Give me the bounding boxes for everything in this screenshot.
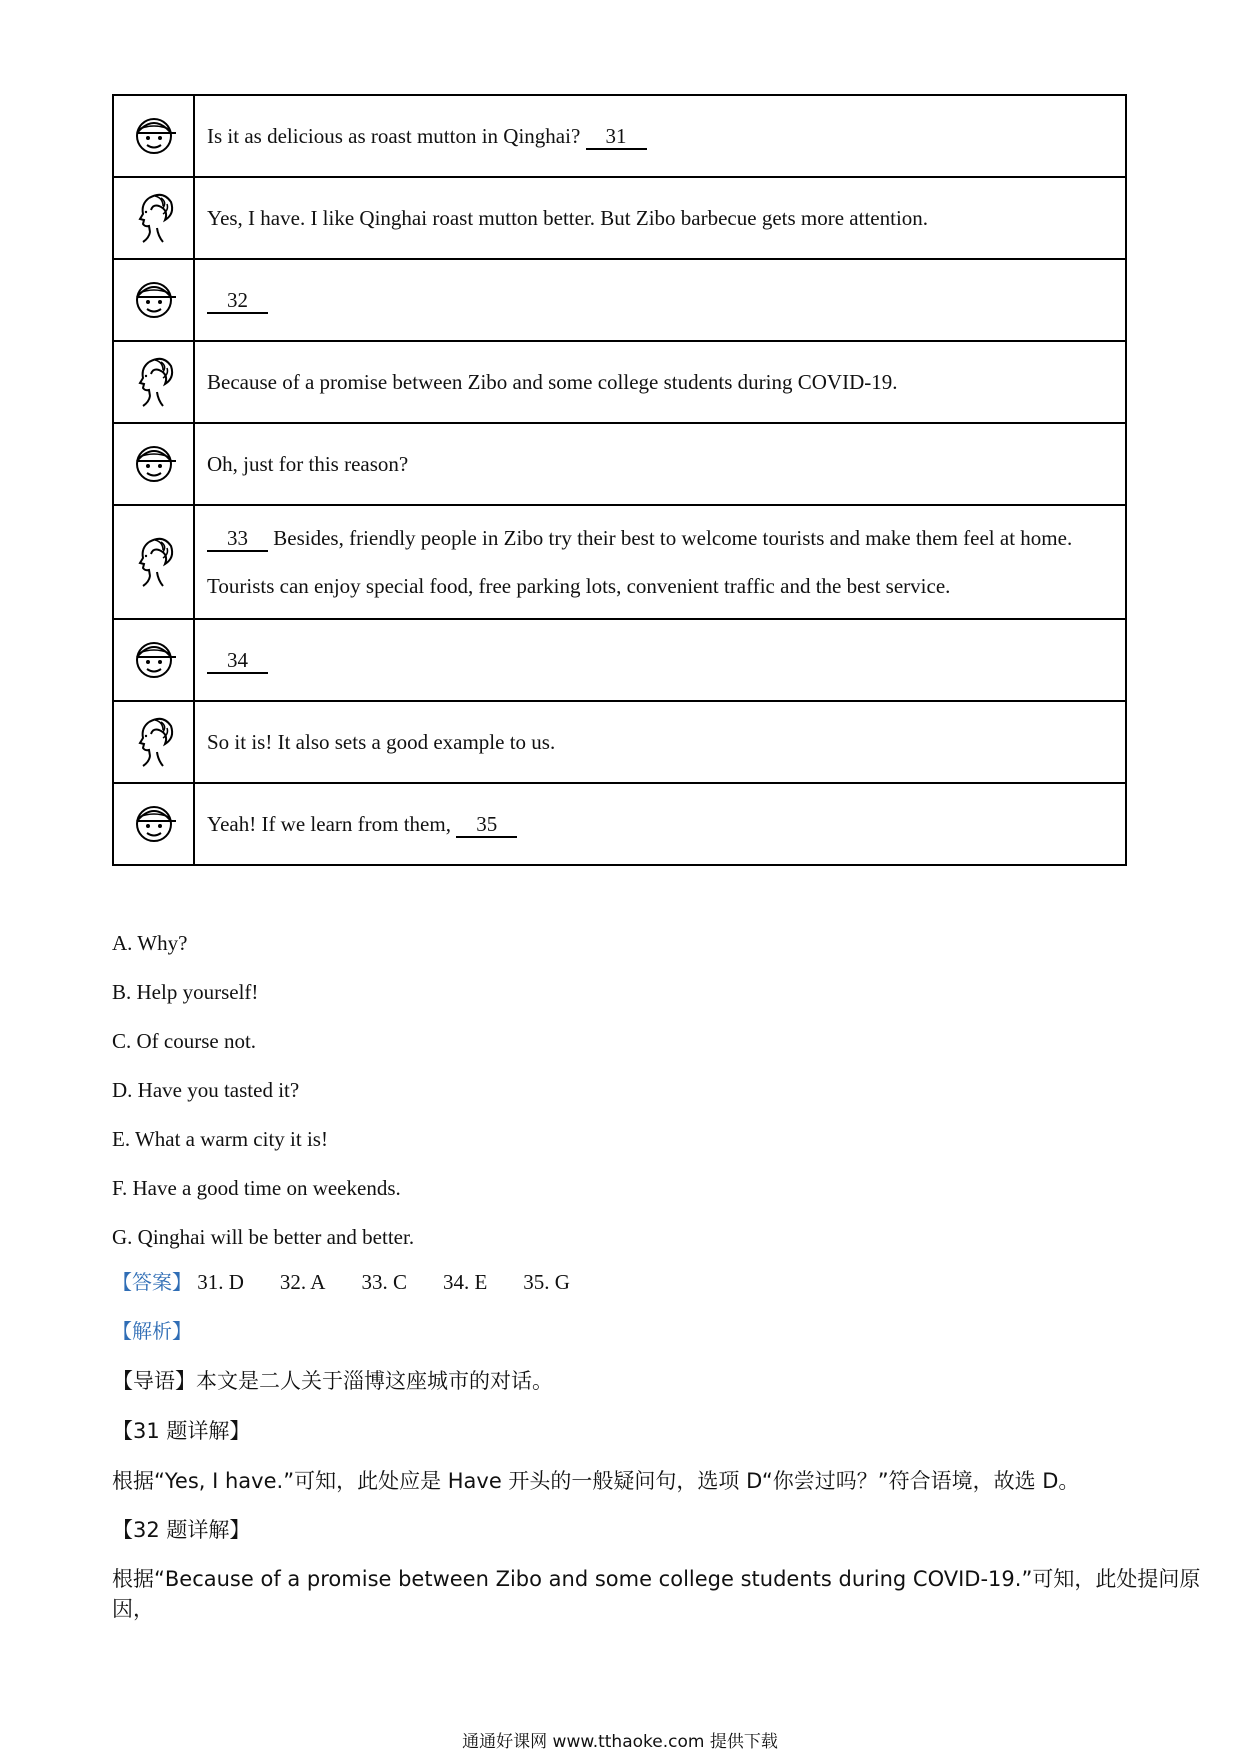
speaker-cell <box>113 259 194 341</box>
answer-line <box>112 1266 606 1295</box>
answer-blank: 35 <box>456 812 517 838</box>
dialogue-text <box>194 423 1126 505</box>
boy-cap-face-icon <box>129 146 179 163</box>
dialogue-row <box>113 701 1126 783</box>
analysis-label: 【解析】 <box>112 1319 192 1343</box>
boy-cap-face-icon <box>129 670 179 687</box>
answer-blank: 32 <box>207 288 268 314</box>
answer-blank: 31 <box>586 124 647 150</box>
dialogue-text <box>194 619 1126 701</box>
speaker-cell <box>113 423 194 505</box>
option-item: A. Why? <box>112 931 188 955</box>
dialogue-text <box>194 259 1126 341</box>
speaker-cell <box>113 341 194 423</box>
option-item: B. Help yourself! <box>112 980 259 1004</box>
dialogue-row <box>113 619 1126 701</box>
q31-heading: 【31 题详解】 <box>112 1419 251 1443</box>
dialogue-row <box>113 341 1126 423</box>
option-item: F. Have a good time on weekends. <box>112 1176 401 1200</box>
dialogue-body <box>113 95 1126 865</box>
dialogue-text <box>194 177 1126 259</box>
speaker-cell <box>113 505 194 619</box>
answer-item: 35. G <box>523 1270 570 1294</box>
speaker-cell <box>113 619 194 701</box>
option-item: E. What a warm city it is! <box>112 1127 328 1151</box>
footer-credit: 通通好课网 www.tthaoke.com 提供下载 <box>462 1732 778 1752</box>
speaker-cell <box>113 177 194 259</box>
dialogue-text <box>194 783 1126 865</box>
q31-explanation: 根据“Yes, I have.”可知，此处应是 Have 开头的一般疑问句，选项 D“你尝过吗？”符合语境，故选 D。 <box>112 1469 1080 1493</box>
dialogue-row <box>113 259 1126 341</box>
answer-item: 32. A <box>279 1270 326 1294</box>
girl-profile-icon <box>129 575 179 592</box>
option-item: G. Qinghai will be better and better. <box>112 1225 415 1249</box>
line-text-continued: Besides, friendly people in Zibo try their best to welcome tourists and make them feel at home. Tourists can enjoy special food, free parking lots, convenient traffic and the best service. <box>207 526 1073 598</box>
boy-cap-face-icon <box>129 474 179 491</box>
answer-blank: 34 <box>207 648 268 674</box>
answer-item: 34. E <box>442 1270 488 1294</box>
option-item: C. Of course not. <box>112 1029 257 1053</box>
speaker-cell <box>113 95 194 177</box>
line-text: Yeah! If we learn from them, <box>207 812 457 836</box>
answer-label: 【答案】 <box>112 1270 192 1294</box>
dialogue-text <box>194 505 1126 619</box>
answer-blank: 33 <box>207 526 268 552</box>
boy-cap-face-icon <box>129 834 179 851</box>
answer-item: 31. D <box>197 1270 244 1294</box>
options-list <box>112 925 414 1268</box>
line-text: Yes, I have. I like Qinghai roast mutton better. But Zibo barbecue gets more attention. <box>207 206 929 230</box>
line-text: Is it as delicious as roast mutton in Qinghai? <box>207 124 586 148</box>
line-text: Oh, just for this reason? <box>207 452 409 476</box>
dialogue-text <box>194 341 1126 423</box>
dialogue-row <box>113 95 1126 177</box>
girl-profile-icon <box>129 755 179 772</box>
dialogue-row <box>113 423 1126 505</box>
girl-profile-icon <box>129 395 179 412</box>
line-text: Because of a promise between Zibo and some college students during COVID-19. <box>207 370 898 394</box>
answer-items <box>197 1270 606 1294</box>
dialogue-row <box>113 783 1126 865</box>
dialogue-text <box>194 701 1126 783</box>
speaker-cell <box>113 701 194 783</box>
dialogue-row <box>113 505 1126 619</box>
girl-profile-icon <box>129 231 179 248</box>
dialogue-row <box>113 177 1126 259</box>
dialogue-text <box>194 95 1126 177</box>
speaker-cell <box>113 783 194 865</box>
q32-heading: 【32 题详解】 <box>112 1518 251 1542</box>
option-item: D. Have you tasted it? <box>112 1078 300 1102</box>
boy-cap-face-icon <box>129 310 179 327</box>
lead-in-text: 【导语】本文是二人关于淄博这座城市的对话。 <box>112 1369 553 1393</box>
answer-item: 33. C <box>361 1270 407 1294</box>
dialogue-table <box>112 94 1127 866</box>
q32-explanation: 根据“Because of a promise between Zibo and some college students during COVID-19.”可知，此处提问原因， <box>112 1567 1201 1621</box>
line-text: So it is! It also sets a good example to us. <box>207 730 556 754</box>
